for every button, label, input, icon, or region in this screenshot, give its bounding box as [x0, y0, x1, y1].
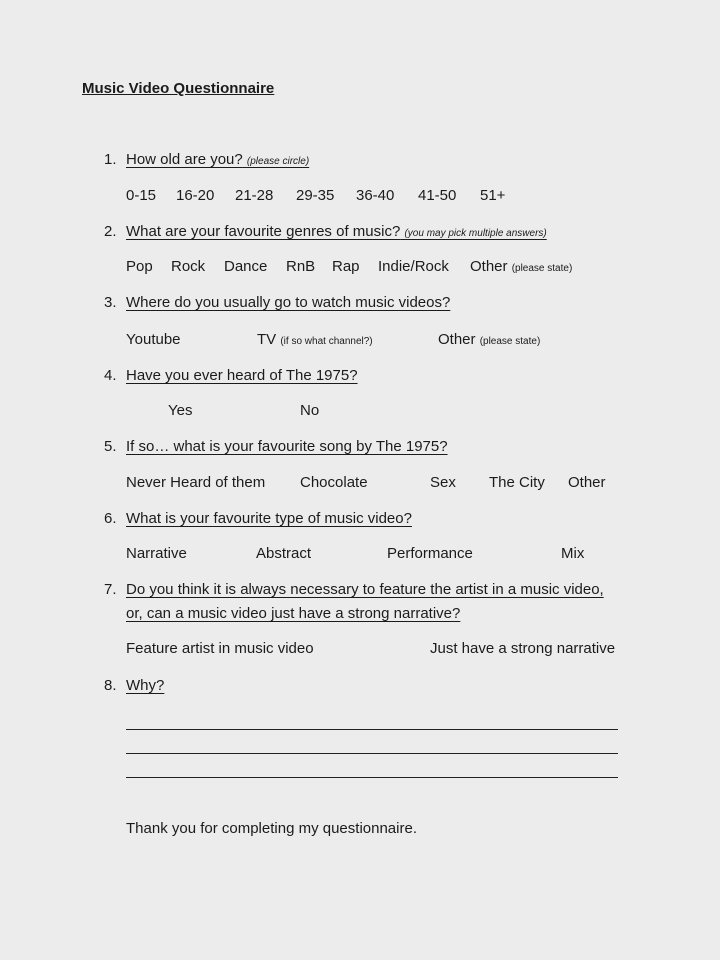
q5-option[interactable]: Never Heard of them [126, 474, 266, 491]
q5-option[interactable]: The City [489, 474, 545, 491]
q5-option[interactable]: Chocolate [300, 474, 368, 491]
question-7-text-line1: Do you think it is always necessary to feature the artist in a music video, [126, 581, 604, 598]
q4-option[interactable]: Yes [168, 402, 193, 419]
question-1-note: (please circle) [246, 156, 310, 167]
question-number: 2. [104, 223, 117, 240]
question-number: 1. [104, 151, 117, 168]
question-7-text-line2: or, can a music video just have a strong narrative? [126, 605, 461, 622]
q2-other-note: (please state) [511, 263, 573, 274]
q2-option[interactable]: Rap [332, 258, 360, 275]
question-2-note: (you may pick multiple answers) [404, 228, 547, 239]
question-number: 6. [104, 510, 117, 527]
q3-other-note: (please state) [479, 336, 541, 347]
q1-option[interactable]: 0-15 [126, 187, 157, 204]
q6-option[interactable]: Narrative [126, 545, 187, 562]
question-2-text: What are your favourite genres of music? (you may pick multiple answers) [126, 223, 547, 240]
q3-option-other[interactable]: Other (please state) [438, 331, 541, 348]
q2-option[interactable]: RnB [286, 258, 316, 275]
q2-option[interactable]: Dance [224, 258, 268, 275]
thank-you-text: Thank you for completing my questionnaire. [126, 820, 417, 837]
q1-option[interactable]: 16-20 [176, 187, 215, 204]
question-3-text: Where do you usually go to watch music videos? [126, 294, 451, 311]
question-5-text: If so… what is your favourite song by The 1975? [126, 438, 448, 455]
q2-option-other[interactable]: Other (please state) [470, 258, 573, 275]
question-number: 3. [104, 294, 117, 311]
question-number: 7. [104, 581, 117, 598]
q1-option[interactable]: 29-35 [296, 187, 335, 204]
question-4-text: Have you ever heard of The 1975? [126, 367, 358, 384]
answer-line[interactable] [126, 753, 618, 754]
q6-option[interactable]: Performance [387, 545, 473, 562]
q5-option[interactable]: Sex [430, 474, 456, 491]
q4-option[interactable]: No [300, 402, 320, 419]
q1-option[interactable]: 36-40 [356, 187, 395, 204]
q1-option[interactable]: 51+ [480, 187, 506, 204]
question-8-text: Why? [126, 677, 165, 694]
q2-option[interactable]: Indie/Rock [378, 258, 449, 275]
q7-option[interactable]: Feature artist in music video [126, 640, 314, 657]
question-6-text: What is your favourite type of music video? [126, 510, 412, 527]
q2-option[interactable]: Pop [126, 258, 153, 275]
question-number: 5. [104, 438, 117, 455]
q2-option[interactable]: Rock [171, 258, 206, 275]
question-1-text: How old are you? (please circle) [126, 151, 310, 168]
question-number: 8. [104, 677, 117, 694]
q6-option[interactable]: Abstract [256, 545, 312, 562]
question-number: 4. [104, 367, 117, 384]
q7-option[interactable]: Just have a strong narrative [430, 640, 616, 657]
q5-option[interactable]: Other [568, 474, 606, 491]
answer-line[interactable] [126, 777, 618, 778]
answer-line[interactable] [126, 729, 618, 730]
q3-option-tv[interactable]: TV (if so what channel?) [257, 331, 373, 348]
q6-option[interactable]: Mix [561, 545, 585, 562]
q1-option[interactable]: 21-28 [235, 187, 274, 204]
q3-tv-note: (if so what channel?) [280, 336, 373, 347]
q3-option[interactable]: Youtube [126, 331, 181, 348]
page-title: Music Video Questionnaire [82, 80, 275, 97]
q1-option[interactable]: 41-50 [418, 187, 457, 204]
